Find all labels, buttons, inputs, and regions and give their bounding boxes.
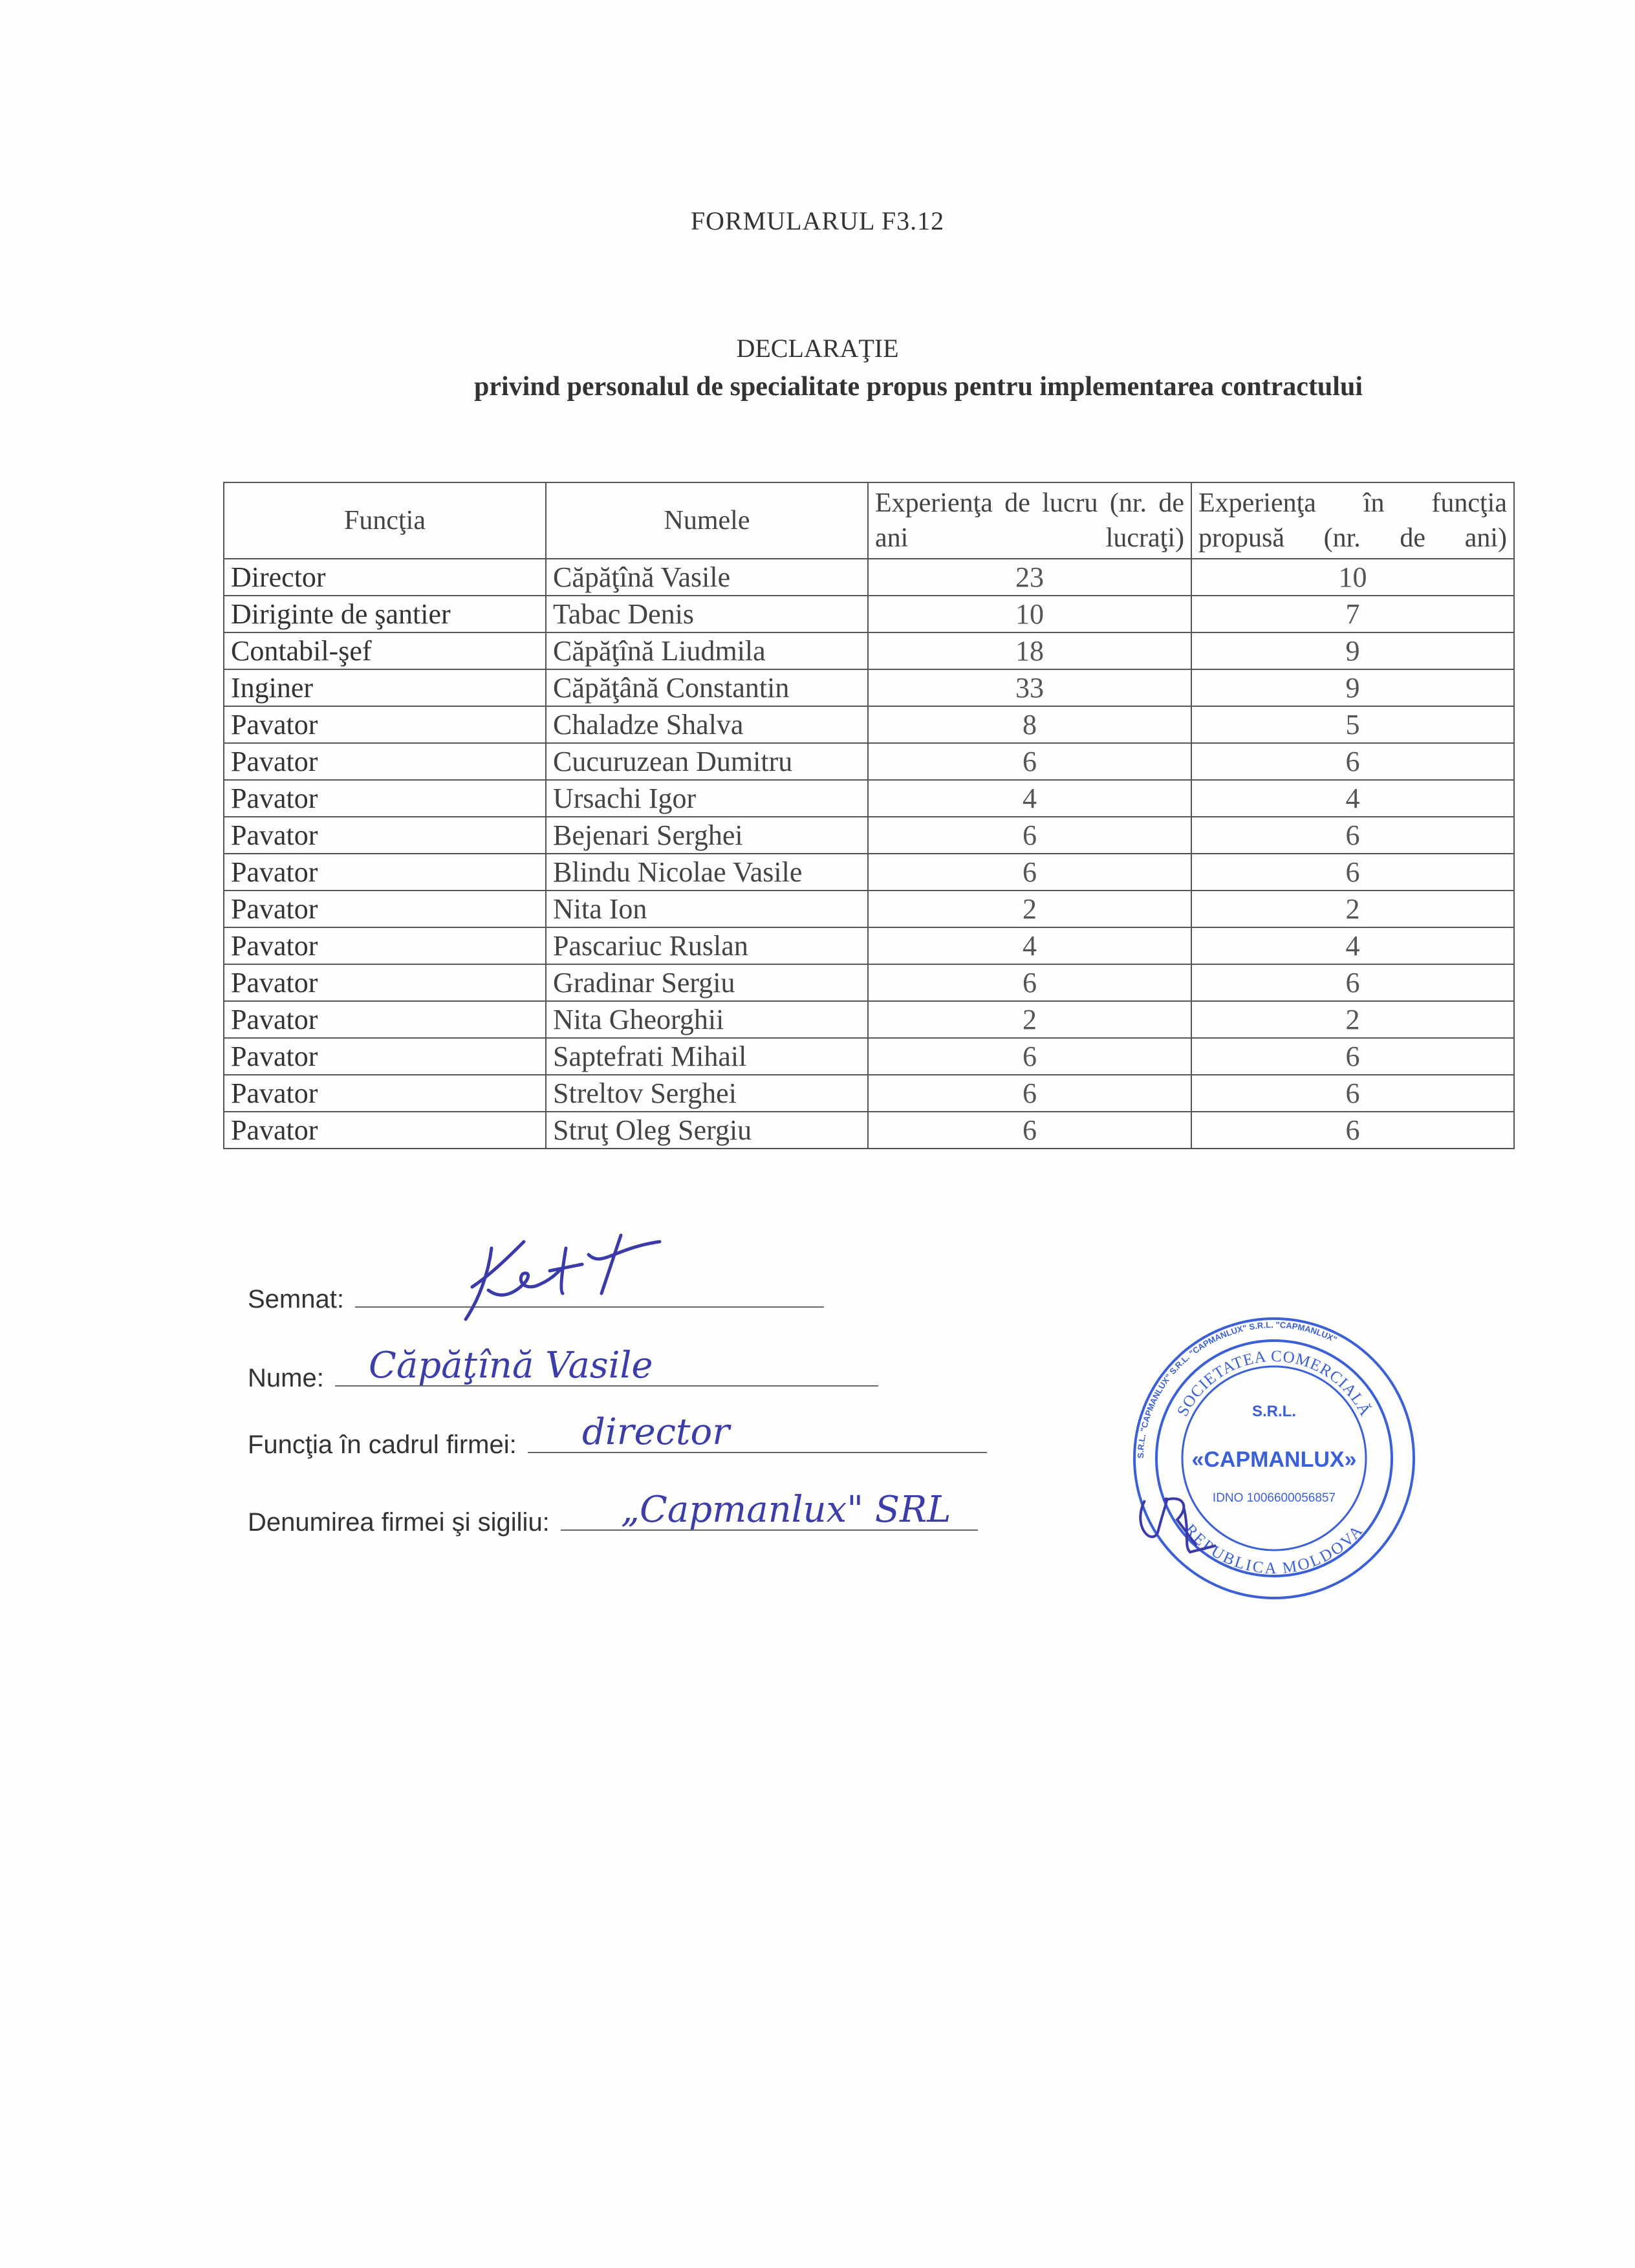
cell-function: Pavator [224, 1112, 546, 1149]
table-row [224, 1001, 1514, 1038]
cell-name: Gradinar Sergiu [546, 964, 868, 1001]
cell-name: Căpăţînă Vasile [546, 559, 868, 596]
cell-position-experience: 6 [1191, 817, 1514, 854]
cell-position-experience: 2 [1191, 891, 1514, 927]
cell-position-experience: 6 [1191, 743, 1514, 780]
stamp-type: S.R.L. [1251, 1403, 1297, 1420]
cell-function: Pavator [224, 743, 546, 780]
cell-function: Pavator [224, 1001, 546, 1038]
table-row [224, 964, 1514, 1001]
name-label: Nume: [248, 1364, 324, 1392]
cell-name: Bejenari Serghei [546, 817, 868, 854]
document-subtitle: privind personalul de specialitate propus pentru implementarea contractului [474, 372, 1363, 402]
table-row [224, 559, 1514, 596]
document-title: DECLARAŢIE [736, 334, 899, 363]
cell-position-experience: 9 [1191, 632, 1514, 669]
cell-work-experience: 4 [868, 927, 1191, 964]
table-row [224, 632, 1514, 669]
cell-work-experience: 4 [868, 780, 1191, 817]
cell-name: Chaladze Shalva [546, 706, 868, 743]
name-handwritten: Căpăţînă Vasile [369, 1345, 653, 1387]
table-row [224, 780, 1514, 817]
cell-work-experience: 6 [868, 743, 1191, 780]
cell-work-experience: 6 [868, 1038, 1191, 1075]
cell-position-experience: 9 [1191, 669, 1514, 706]
cell-position-experience: 4 [1191, 780, 1514, 817]
column-header-name: Numele [546, 482, 868, 559]
cell-function: Pavator [224, 780, 546, 817]
signed-label: Semnat: [248, 1285, 344, 1313]
cell-position-experience: 5 [1191, 706, 1514, 743]
column-header-function: Funcţia [224, 482, 546, 559]
cell-function: Diriginte de şantier [224, 596, 546, 632]
cell-work-experience: 6 [868, 817, 1191, 854]
cell-work-experience: 6 [868, 964, 1191, 1001]
cell-position-experience: 6 [1191, 1112, 1514, 1149]
cell-function: Pavator [224, 891, 546, 927]
cell-name: Nita Ion [546, 891, 868, 927]
table-row [224, 854, 1514, 891]
cell-name: Nita Gheorghii [546, 1001, 868, 1038]
stamp-idno: IDNO 1006600056857 [1212, 1491, 1336, 1505]
column-header-work-experience: Experienţa de lucru (nr. de ani lucraţi) [868, 482, 1191, 559]
position-handwritten: director [582, 1411, 730, 1453]
cell-name: Tabac Denis [546, 596, 868, 632]
cell-work-experience: 8 [868, 706, 1191, 743]
svg-text:S.R.L. "CAPMANLUX" S.R.L. "CAP [1136, 1320, 1339, 1458]
cell-work-experience: 6 [868, 854, 1191, 891]
cell-name: Căpăţână Constantin [546, 669, 868, 706]
stamp-top-text: SOCIETATEA COMERCIALĂ [1174, 1347, 1374, 1420]
cell-work-experience: 6 [868, 1075, 1191, 1112]
table-row [224, 596, 1514, 632]
cell-name: Pascariuc Ruslan [546, 927, 868, 964]
cell-work-experience: 6 [868, 1112, 1191, 1149]
cell-name: Cucuruzean Dumitru [546, 743, 868, 780]
cell-position-experience: 6 [1191, 854, 1514, 891]
cell-name: Blindu Nicolae Vasile [546, 854, 868, 891]
cell-name: Streltov Serghei [546, 1075, 868, 1112]
cell-position-experience: 6 [1191, 964, 1514, 1001]
cell-name: Căpăţînă Liudmila [546, 632, 868, 669]
table-row [224, 927, 1514, 964]
company-label: Denumirea firmei şi sigiliu: [248, 1508, 550, 1537]
cell-work-experience: 2 [868, 1001, 1191, 1038]
cell-function: Contabil-şef [224, 632, 546, 669]
cell-name: Saptefrati Mihail [546, 1038, 868, 1075]
cell-work-experience: 18 [868, 632, 1191, 669]
cell-function: Inginer [224, 669, 546, 706]
cell-work-experience: 23 [868, 559, 1191, 596]
cell-work-experience: 2 [868, 891, 1191, 927]
table-row [224, 669, 1514, 706]
table-row [224, 1038, 1514, 1075]
company-stamp [1119, 1313, 1429, 1604]
personnel-table [223, 482, 1515, 1149]
cell-function: Pavator [224, 817, 546, 854]
table-row [224, 1075, 1514, 1112]
table-row [224, 817, 1514, 854]
table-header-row [224, 482, 1514, 559]
cell-function: Pavator [224, 706, 546, 743]
cell-position-experience: 7 [1191, 596, 1514, 632]
cell-function: Pavator [224, 1038, 546, 1075]
stamp-bottom-text: REPUBLICA MOLDOVA [1181, 1521, 1367, 1578]
cell-work-experience: 10 [868, 596, 1191, 632]
cell-work-experience: 33 [868, 669, 1191, 706]
cell-function: Director [224, 559, 546, 596]
cell-position-experience: 6 [1191, 1075, 1514, 1112]
cell-function: Pavator [224, 964, 546, 1001]
cell-position-experience: 6 [1191, 1038, 1514, 1075]
table-row [224, 706, 1514, 743]
handwritten-signature [453, 1229, 686, 1326]
column-header-position-experience: Experienţa în funcţia propusă (nr. de ani) [1191, 482, 1514, 559]
cell-function: Pavator [224, 1075, 546, 1112]
position-label: Funcţia în cadrul firmei: [248, 1431, 517, 1459]
cell-position-experience: 2 [1191, 1001, 1514, 1038]
table-row [224, 1112, 1514, 1149]
cell-position-experience: 4 [1191, 927, 1514, 964]
cell-name: Ursachi Igor [546, 780, 868, 817]
cell-position-experience: 10 [1191, 559, 1514, 596]
table-row [224, 743, 1514, 780]
cell-function: Pavator [224, 927, 546, 964]
stamp-outer-ring-text: S.R.L. "CAPMANLUX" S.R.L. "CAPMANLUX" S.R.L. "CAPMANLUX" [1135, 1319, 1339, 1459]
stamp-company-name: «CAPMANLUX» [1191, 1447, 1357, 1472]
cell-function: Pavator [224, 854, 546, 891]
table-row [224, 891, 1514, 927]
form-code: FORMULARUL F3.12 [690, 206, 945, 235]
cell-name: Struţ Oleg Sergiu [546, 1112, 868, 1149]
company-handwritten: „Capmanlux" SRL [621, 1489, 951, 1531]
